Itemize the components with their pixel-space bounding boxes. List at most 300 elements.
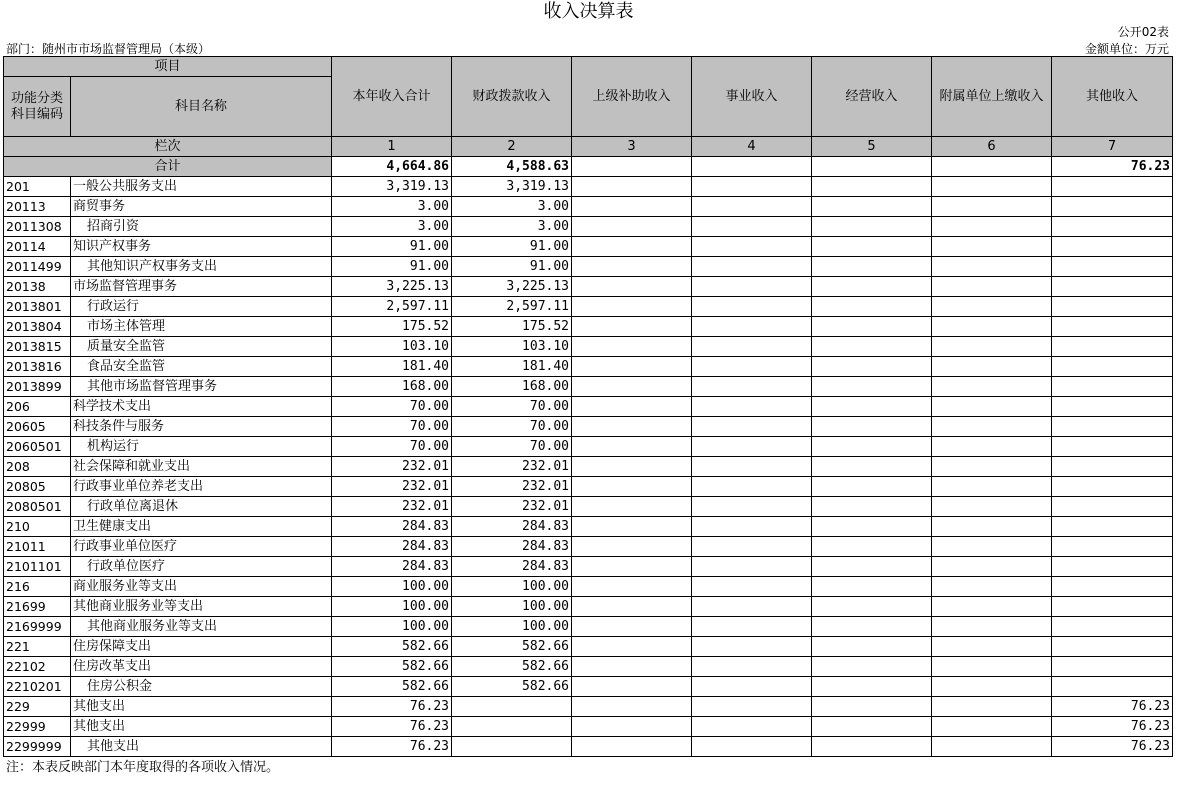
- amount-cell[interactable]: [1052, 417, 1173, 437]
- amount-cell[interactable]: [1052, 177, 1173, 197]
- amount-cell[interactable]: [572, 177, 692, 197]
- amount-cell[interactable]: [1052, 537, 1173, 557]
- amount-cell[interactable]: [1052, 477, 1173, 497]
- amount-cell[interactable]: [1052, 257, 1173, 277]
- amount-cell[interactable]: 232.01: [332, 457, 452, 477]
- subject-name-cell[interactable]: 社会保障和就业支出: [71, 457, 332, 477]
- amount-cell[interactable]: 76.23: [332, 737, 452, 757]
- amount-cell[interactable]: [572, 337, 692, 357]
- amount-cell[interactable]: [932, 537, 1052, 557]
- income-table: [3, 56, 1173, 757]
- amount-cell[interactable]: [932, 457, 1052, 477]
- amount-cell[interactable]: [452, 697, 572, 717]
- table-row: [4, 397, 1173, 417]
- subject-name-cell[interactable]: 科学技术支出: [71, 397, 332, 417]
- amount-cell[interactable]: [692, 297, 812, 317]
- amount-cell[interactable]: [572, 717, 692, 737]
- amount-cell[interactable]: [452, 717, 572, 737]
- table-row: [4, 717, 1173, 737]
- amount-cell[interactable]: [1052, 437, 1173, 457]
- amount-cell[interactable]: [572, 297, 692, 317]
- amount-cell[interactable]: [1052, 497, 1173, 517]
- table-row: [4, 677, 1173, 697]
- amount-cell[interactable]: [572, 317, 692, 337]
- amount-cell[interactable]: 91.00: [332, 257, 452, 277]
- amount-cell[interactable]: [1052, 517, 1173, 537]
- amount-cell[interactable]: [572, 477, 692, 497]
- amount-cell[interactable]: [932, 197, 1052, 217]
- subject-name-cell[interactable]: 食品安全监管: [71, 357, 332, 377]
- amount-cell[interactable]: [932, 297, 1052, 317]
- table-row: [4, 177, 1173, 197]
- total-cell[interactable]: [692, 157, 812, 177]
- total-cell[interactable]: [572, 157, 692, 177]
- subject-code-cell[interactable]: 2080501: [4, 497, 71, 517]
- header-col-3[interactable]: 上级补助收入: [572, 57, 692, 137]
- amount-cell[interactable]: [1052, 317, 1173, 337]
- amount-cell[interactable]: [1052, 237, 1173, 257]
- subject-code-cell[interactable]: 2210201: [4, 677, 71, 697]
- amount-cell[interactable]: [812, 597, 932, 617]
- amount-cell[interactable]: [572, 357, 692, 377]
- amount-cell[interactable]: [1052, 337, 1173, 357]
- amount-cell[interactable]: [572, 737, 692, 757]
- amount-cell[interactable]: 175.52: [452, 317, 572, 337]
- subject-name-cell[interactable]: 其他支出: [71, 697, 332, 717]
- amount-cell[interactable]: 284.83: [452, 517, 572, 537]
- amount-cell[interactable]: [812, 577, 932, 597]
- header-subject-name[interactable]: 科目名称: [71, 77, 332, 137]
- amount-cell[interactable]: [692, 257, 812, 277]
- amount-cell[interactable]: [812, 257, 932, 277]
- amount-cell[interactable]: [812, 517, 932, 537]
- amount-cell[interactable]: [692, 537, 812, 557]
- subject-code-cell[interactable]: 20113: [4, 197, 71, 217]
- amount-cell[interactable]: [692, 597, 812, 617]
- amount-cell[interactable]: [812, 657, 932, 677]
- amount-cell[interactable]: [932, 657, 1052, 677]
- amount-cell[interactable]: [932, 417, 1052, 437]
- subject-name-cell[interactable]: 行政事业单位医疗: [71, 537, 332, 557]
- amount-cell[interactable]: [1052, 657, 1173, 677]
- amount-cell[interactable]: [812, 397, 932, 417]
- amount-cell[interactable]: [932, 337, 1052, 357]
- amount-cell[interactable]: [1052, 297, 1173, 317]
- amount-cell[interactable]: 582.66: [452, 637, 572, 657]
- amount-cell[interactable]: [1052, 577, 1173, 597]
- amount-cell[interactable]: [932, 557, 1052, 577]
- amount-cell[interactable]: [932, 377, 1052, 397]
- amount-cell[interactable]: [692, 737, 812, 757]
- amount-cell[interactable]: 70.00: [332, 397, 452, 417]
- amount-cell[interactable]: 91.00: [332, 237, 452, 257]
- amount-cell[interactable]: [452, 737, 572, 757]
- amount-cell[interactable]: 70.00: [332, 417, 452, 437]
- amount-cell[interactable]: [572, 557, 692, 577]
- header-col-4[interactable]: 事业收入: [692, 57, 812, 137]
- total-cell[interactable]: [932, 157, 1052, 177]
- amount-cell[interactable]: [812, 177, 932, 197]
- amount-cell[interactable]: [572, 637, 692, 657]
- amount-cell[interactable]: [1052, 637, 1173, 657]
- column-number[interactable]: 6: [932, 137, 1052, 157]
- amount-cell[interactable]: 582.66: [332, 637, 452, 657]
- subject-code-cell[interactable]: 201: [4, 177, 71, 197]
- amount-cell[interactable]: [572, 657, 692, 677]
- amount-cell[interactable]: 3,319.13: [452, 177, 572, 197]
- amount-cell[interactable]: [572, 377, 692, 397]
- subject-code-cell[interactable]: 221: [4, 637, 71, 657]
- amount-cell[interactable]: [1052, 557, 1173, 577]
- header-col-7[interactable]: 其他收入: [1052, 57, 1173, 137]
- subject-code-cell[interactable]: 229: [4, 697, 71, 717]
- amount-cell[interactable]: 181.40: [452, 357, 572, 377]
- column-number[interactable]: 7: [1052, 137, 1173, 157]
- subject-name-cell[interactable]: 行政事业单位养老支出: [71, 477, 332, 497]
- subject-code-cell[interactable]: 2013816: [4, 357, 71, 377]
- amount-cell[interactable]: [812, 497, 932, 517]
- amount-cell[interactable]: [572, 217, 692, 237]
- amount-cell[interactable]: 2,597.11: [332, 297, 452, 317]
- amount-cell[interactable]: [932, 597, 1052, 617]
- amount-cell[interactable]: 100.00: [332, 577, 452, 597]
- table-row: [4, 577, 1173, 597]
- table-row: [4, 377, 1173, 397]
- header-item[interactable]: 项目: [4, 57, 332, 77]
- amount-cell[interactable]: 168.00: [452, 377, 572, 397]
- amount-cell[interactable]: [1052, 677, 1173, 697]
- subject-code-cell[interactable]: 20138: [4, 277, 71, 297]
- amount-cell[interactable]: 181.40: [332, 357, 452, 377]
- amount-cell[interactable]: 2,597.11: [452, 297, 572, 317]
- amount-cell[interactable]: [572, 437, 692, 457]
- amount-cell[interactable]: 103.10: [452, 337, 572, 357]
- header-col-2[interactable]: 财政拨款收入: [452, 57, 572, 137]
- subject-code-cell[interactable]: 216: [4, 577, 71, 597]
- amount-cell[interactable]: [572, 597, 692, 617]
- amount-cell[interactable]: [1052, 277, 1173, 297]
- amount-cell[interactable]: 100.00: [452, 577, 572, 597]
- subject-name-cell[interactable]: 其他市场监督管理事务: [71, 377, 332, 397]
- subject-code-cell[interactable]: 20805: [4, 477, 71, 497]
- amount-cell[interactable]: [812, 457, 932, 477]
- amount-cell[interactable]: [812, 557, 932, 577]
- total-cell[interactable]: [812, 157, 932, 177]
- amount-cell[interactable]: [692, 217, 812, 237]
- amount-cell[interactable]: 3.00: [452, 217, 572, 237]
- subject-code-cell[interactable]: 2013801: [4, 297, 71, 317]
- amount-cell[interactable]: [932, 677, 1052, 697]
- total-cell[interactable]: 76.23: [1052, 157, 1173, 177]
- amount-cell[interactable]: 70.00: [452, 437, 572, 457]
- amount-cell[interactable]: 100.00: [452, 617, 572, 637]
- amount-cell[interactable]: [812, 377, 932, 397]
- amount-cell[interactable]: 70.00: [452, 417, 572, 437]
- table-row: [4, 197, 1173, 217]
- amount-cell[interactable]: [692, 457, 812, 477]
- amount-cell[interactable]: [1052, 617, 1173, 637]
- amount-cell[interactable]: [692, 717, 812, 737]
- amount-cell[interactable]: [932, 397, 1052, 417]
- subject-name-cell[interactable]: 招商引资: [71, 217, 332, 237]
- amount-cell[interactable]: 100.00: [452, 597, 572, 617]
- amount-cell[interactable]: [932, 737, 1052, 757]
- subject-code-cell[interactable]: 20114: [4, 237, 71, 257]
- amount-cell[interactable]: [692, 417, 812, 437]
- amount-cell[interactable]: 3,225.13: [332, 277, 452, 297]
- amount-cell[interactable]: [572, 677, 692, 697]
- amount-cell[interactable]: 582.66: [332, 657, 452, 677]
- amount-cell[interactable]: [1052, 597, 1173, 617]
- amount-cell[interactable]: [1052, 197, 1173, 217]
- subject-name-cell[interactable]: 卫生健康支出: [71, 517, 332, 537]
- amount-cell[interactable]: [572, 397, 692, 417]
- table-row: [4, 637, 1173, 657]
- subject-name-cell[interactable]: 市场主体管理: [71, 317, 332, 337]
- amount-cell[interactable]: 3.00: [332, 217, 452, 237]
- amount-cell[interactable]: [932, 617, 1052, 637]
- amount-cell[interactable]: 232.01: [452, 497, 572, 517]
- amount-cell[interactable]: 91.00: [452, 237, 572, 257]
- amount-cell[interactable]: [572, 537, 692, 557]
- subject-code-cell[interactable]: 2011499: [4, 257, 71, 277]
- amount-cell[interactable]: 76.23: [332, 717, 452, 737]
- amount-cell[interactable]: 582.66: [332, 677, 452, 697]
- amount-cell[interactable]: 103.10: [332, 337, 452, 357]
- amount-cell[interactable]: [572, 577, 692, 597]
- subject-code-cell[interactable]: 2011308: [4, 217, 71, 237]
- column-number[interactable]: 4: [692, 137, 812, 157]
- amount-cell[interactable]: [692, 637, 812, 657]
- amount-cell[interactable]: 76.23: [332, 697, 452, 717]
- subject-name-cell[interactable]: 住房改革支出: [71, 657, 332, 677]
- amount-cell[interactable]: 582.66: [452, 677, 572, 697]
- amount-cell[interactable]: [572, 517, 692, 537]
- header-func-code[interactable]: 功能分类科目编码: [4, 77, 71, 137]
- amount-cell[interactable]: 70.00: [452, 397, 572, 417]
- subject-code-cell[interactable]: 2060501: [4, 437, 71, 457]
- amount-cell[interactable]: [692, 277, 812, 297]
- amount-cell[interactable]: [692, 497, 812, 517]
- column-number[interactable]: 3: [572, 137, 692, 157]
- amount-cell[interactable]: [932, 497, 1052, 517]
- subject-name-cell[interactable]: 行政单位离退休: [71, 497, 332, 517]
- subject-name-cell[interactable]: 科技条件与服务: [71, 417, 332, 437]
- amount-cell[interactable]: [812, 297, 932, 317]
- amount-cell[interactable]: 3,225.13: [452, 277, 572, 297]
- amount-cell[interactable]: [692, 477, 812, 497]
- amount-cell[interactable]: [692, 517, 812, 537]
- amount-cell[interactable]: [932, 477, 1052, 497]
- amount-cell[interactable]: 284.83: [332, 517, 452, 537]
- subject-code-cell[interactable]: 2013804: [4, 317, 71, 337]
- amount-cell[interactable]: [932, 257, 1052, 277]
- amount-cell[interactable]: 284.83: [452, 557, 572, 577]
- total-label[interactable]: 合计: [4, 157, 332, 177]
- amount-cell[interactable]: [932, 517, 1052, 537]
- amount-cell[interactable]: [932, 697, 1052, 717]
- amount-cell[interactable]: 76.23: [1052, 717, 1173, 737]
- subject-name-cell[interactable]: 市场监督管理事务: [71, 277, 332, 297]
- subject-name-cell[interactable]: 行政运行: [71, 297, 332, 317]
- amount-cell[interactable]: 232.01: [452, 457, 572, 477]
- amount-cell[interactable]: [932, 177, 1052, 197]
- amount-cell[interactable]: 582.66: [452, 657, 572, 677]
- subject-code-cell[interactable]: 2013899: [4, 377, 71, 397]
- amount-cell[interactable]: [1052, 377, 1173, 397]
- amount-cell[interactable]: 232.01: [332, 497, 452, 517]
- amount-cell[interactable]: [812, 357, 932, 377]
- table-row: [4, 337, 1173, 357]
- amount-cell[interactable]: 284.83: [452, 537, 572, 557]
- subject-code-cell[interactable]: 206: [4, 397, 71, 417]
- amount-cell[interactable]: [932, 237, 1052, 257]
- amount-cell[interactable]: [932, 437, 1052, 457]
- subject-code-cell[interactable]: 208: [4, 457, 71, 477]
- amount-cell[interactable]: [812, 697, 932, 717]
- amount-cell[interactable]: 232.01: [452, 477, 572, 497]
- amount-cell[interactable]: [572, 617, 692, 637]
- amount-cell[interactable]: [932, 217, 1052, 237]
- amount-cell[interactable]: [1052, 357, 1173, 377]
- header-col-6[interactable]: 附属单位上缴收入: [932, 57, 1052, 137]
- subject-code-cell[interactable]: 21011: [4, 537, 71, 557]
- amount-cell[interactable]: [812, 317, 932, 337]
- amount-cell[interactable]: [692, 697, 812, 717]
- subject-code-cell[interactable]: 210: [4, 517, 71, 537]
- amount-cell[interactable]: [812, 337, 932, 357]
- subject-name-cell[interactable]: 住房保障支出: [71, 637, 332, 657]
- subject-name-cell[interactable]: 一般公共服务支出: [71, 177, 332, 197]
- amount-cell[interactable]: [812, 717, 932, 737]
- amount-cell[interactable]: [812, 237, 932, 257]
- amount-cell[interactable]: [812, 677, 932, 697]
- amount-cell[interactable]: 70.00: [332, 437, 452, 457]
- table-row: [4, 437, 1173, 457]
- subject-name-cell[interactable]: 质量安全监管: [71, 337, 332, 357]
- subject-name-cell[interactable]: 商贸事务: [71, 197, 332, 217]
- subject-name-cell[interactable]: 其他商业服务业等支出: [71, 597, 332, 617]
- amount-cell[interactable]: 100.00: [332, 597, 452, 617]
- amount-cell[interactable]: [812, 277, 932, 297]
- subject-name-cell[interactable]: 其他支出: [71, 717, 332, 737]
- amount-cell[interactable]: 76.23: [1052, 737, 1173, 757]
- column-number[interactable]: 5: [812, 137, 932, 157]
- amount-cell[interactable]: [692, 197, 812, 217]
- amount-cell[interactable]: [692, 617, 812, 637]
- header-col-5[interactable]: 经营收入: [812, 57, 932, 137]
- amount-cell[interactable]: [812, 437, 932, 457]
- subject-code-cell[interactable]: 2299999: [4, 737, 71, 757]
- amount-cell[interactable]: [812, 197, 932, 217]
- amount-cell[interactable]: 100.00: [332, 617, 452, 637]
- subject-name-cell[interactable]: 机构运行: [71, 437, 332, 457]
- subject-code-cell[interactable]: 22102: [4, 657, 71, 677]
- subject-code-cell[interactable]: 2013815: [4, 337, 71, 357]
- amount-cell[interactable]: [812, 617, 932, 637]
- subject-code-cell[interactable]: 21699: [4, 597, 71, 617]
- amount-cell[interactable]: 232.01: [332, 477, 452, 497]
- amount-unit-label: 金额单位：万元: [1084, 42, 1169, 56]
- amount-cell[interactable]: [1052, 217, 1173, 237]
- subject-name-cell[interactable]: 住房公积金: [71, 677, 332, 697]
- subject-name-cell[interactable]: 知识产权事务: [71, 237, 332, 257]
- amount-cell[interactable]: [812, 637, 932, 657]
- amount-cell[interactable]: [572, 237, 692, 257]
- amount-cell[interactable]: [1052, 457, 1173, 477]
- amount-cell[interactable]: 168.00: [332, 377, 452, 397]
- amount-cell[interactable]: [932, 717, 1052, 737]
- subject-name-cell[interactable]: 其他支出: [71, 737, 332, 757]
- amount-cell[interactable]: [572, 197, 692, 217]
- amount-cell[interactable]: [572, 457, 692, 477]
- amount-cell[interactable]: 284.83: [332, 557, 452, 577]
- table-row: [4, 657, 1173, 677]
- amount-cell[interactable]: [692, 337, 812, 357]
- column-number-label[interactable]: 栏次: [4, 137, 332, 157]
- amount-cell[interactable]: [812, 537, 932, 557]
- amount-cell[interactable]: 91.00: [452, 257, 572, 277]
- subject-code-cell[interactable]: 22999: [4, 717, 71, 737]
- subject-code-cell[interactable]: 2169999: [4, 617, 71, 637]
- amount-cell[interactable]: [692, 557, 812, 577]
- amount-cell[interactable]: [692, 357, 812, 377]
- subject-name-cell[interactable]: 其他知识产权事务支出: [71, 257, 332, 277]
- amount-cell[interactable]: [692, 237, 812, 257]
- amount-cell[interactable]: [692, 377, 812, 397]
- amount-cell[interactable]: [932, 317, 1052, 337]
- amount-cell[interactable]: [932, 637, 1052, 657]
- column-number[interactable]: 1: [332, 137, 452, 157]
- amount-cell[interactable]: [812, 477, 932, 497]
- amount-cell[interactable]: [812, 417, 932, 437]
- amount-cell[interactable]: [572, 697, 692, 717]
- amount-cell[interactable]: [932, 357, 1052, 377]
- subject-name-cell[interactable]: 商业服务业等支出: [71, 577, 332, 597]
- amount-cell[interactable]: [932, 277, 1052, 297]
- amount-cell[interactable]: [692, 437, 812, 457]
- amount-cell[interactable]: 76.23: [1052, 697, 1173, 717]
- subject-name-cell[interactable]: 其他商业服务业等支出: [71, 617, 332, 637]
- amount-cell[interactable]: 3.00: [332, 197, 452, 217]
- total-cell[interactable]: 4,588.63: [452, 157, 572, 177]
- amount-cell[interactable]: [932, 577, 1052, 597]
- amount-cell[interactable]: [692, 577, 812, 597]
- amount-cell[interactable]: [572, 257, 692, 277]
- amount-cell[interactable]: [572, 417, 692, 437]
- amount-cell[interactable]: [692, 397, 812, 417]
- amount-cell[interactable]: [692, 657, 812, 677]
- amount-cell[interactable]: [812, 737, 932, 757]
- amount-cell[interactable]: 175.52: [332, 317, 452, 337]
- amount-cell[interactable]: [692, 177, 812, 197]
- amount-cell[interactable]: 3.00: [452, 197, 572, 217]
- amount-cell[interactable]: [572, 497, 692, 517]
- column-number[interactable]: 2: [452, 137, 572, 157]
- total-cell[interactable]: 4,664.86: [332, 157, 452, 177]
- amount-cell[interactable]: [572, 277, 692, 297]
- amount-cell[interactable]: 284.83: [332, 537, 452, 557]
- amount-cell[interactable]: [692, 677, 812, 697]
- amount-cell[interactable]: 3,319.13: [332, 177, 452, 197]
- amount-cell[interactable]: [692, 317, 812, 337]
- subject-code-cell[interactable]: 20605: [4, 417, 71, 437]
- amount-cell[interactable]: [812, 217, 932, 237]
- header-col-1[interactable]: 本年收入合计: [332, 57, 452, 137]
- subject-name-cell[interactable]: 行政单位医疗: [71, 557, 332, 577]
- amount-cell[interactable]: [1052, 397, 1173, 417]
- subject-code-cell[interactable]: 2101101: [4, 557, 71, 577]
